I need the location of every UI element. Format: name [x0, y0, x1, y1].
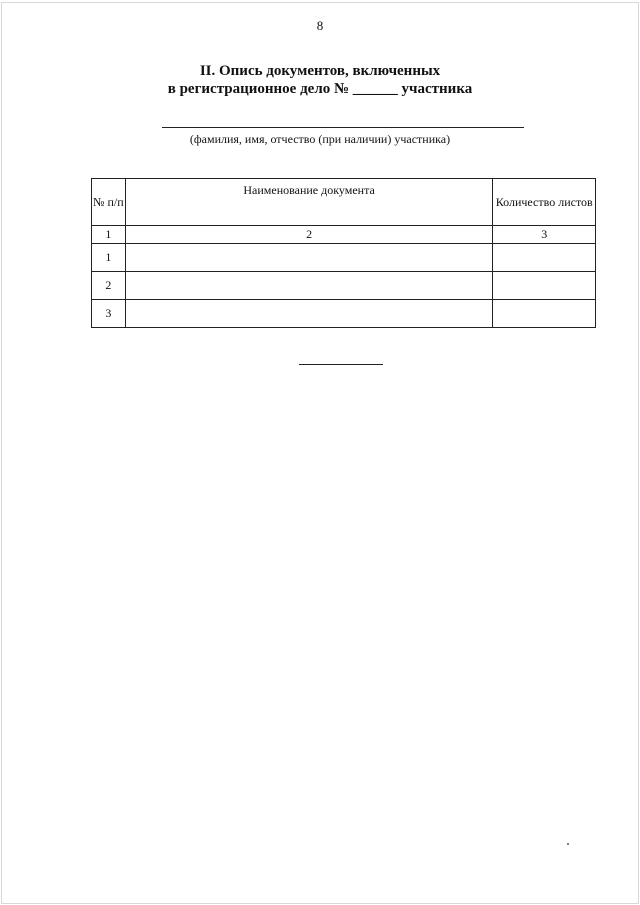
table-row — [92, 244, 596, 272]
scan-speck — [567, 843, 569, 845]
closing-line — [299, 364, 383, 365]
column-index-2: 2 — [125, 226, 493, 244]
row-sheet-count — [493, 300, 596, 328]
row-num: 3 — [92, 300, 126, 328]
table-header-row — [92, 179, 596, 226]
column-index-row — [92, 226, 596, 244]
participant-name-line — [162, 127, 524, 128]
participant-name-caption: (фамилия, имя, отчество (при наличии) участника) — [189, 132, 451, 146]
row-sheet-count — [493, 272, 596, 300]
page-number: 8 — [316, 18, 324, 33]
header-sheet-count: Количество листов — [493, 179, 596, 226]
row-num: 2 — [92, 272, 126, 300]
table-row — [92, 272, 596, 300]
row-sheet-count — [493, 244, 596, 272]
row-document-name — [125, 244, 493, 272]
header-document-name: Наименование документа — [125, 179, 493, 226]
title-line-2: в регистрационное дело № ______ участника — [167, 81, 473, 97]
row-document-name — [125, 300, 493, 328]
table-row — [92, 300, 596, 328]
title-line-1: II. Опись документов, включенных — [199, 63, 441, 79]
row-num: 1 — [92, 244, 126, 272]
column-index-1: 1 — [92, 226, 126, 244]
header-num: № п/п — [92, 179, 126, 226]
column-index-3: 3 — [493, 226, 596, 244]
inventory-table — [91, 178, 596, 328]
document-title — [0, 62, 640, 98]
row-document-name — [125, 272, 493, 300]
